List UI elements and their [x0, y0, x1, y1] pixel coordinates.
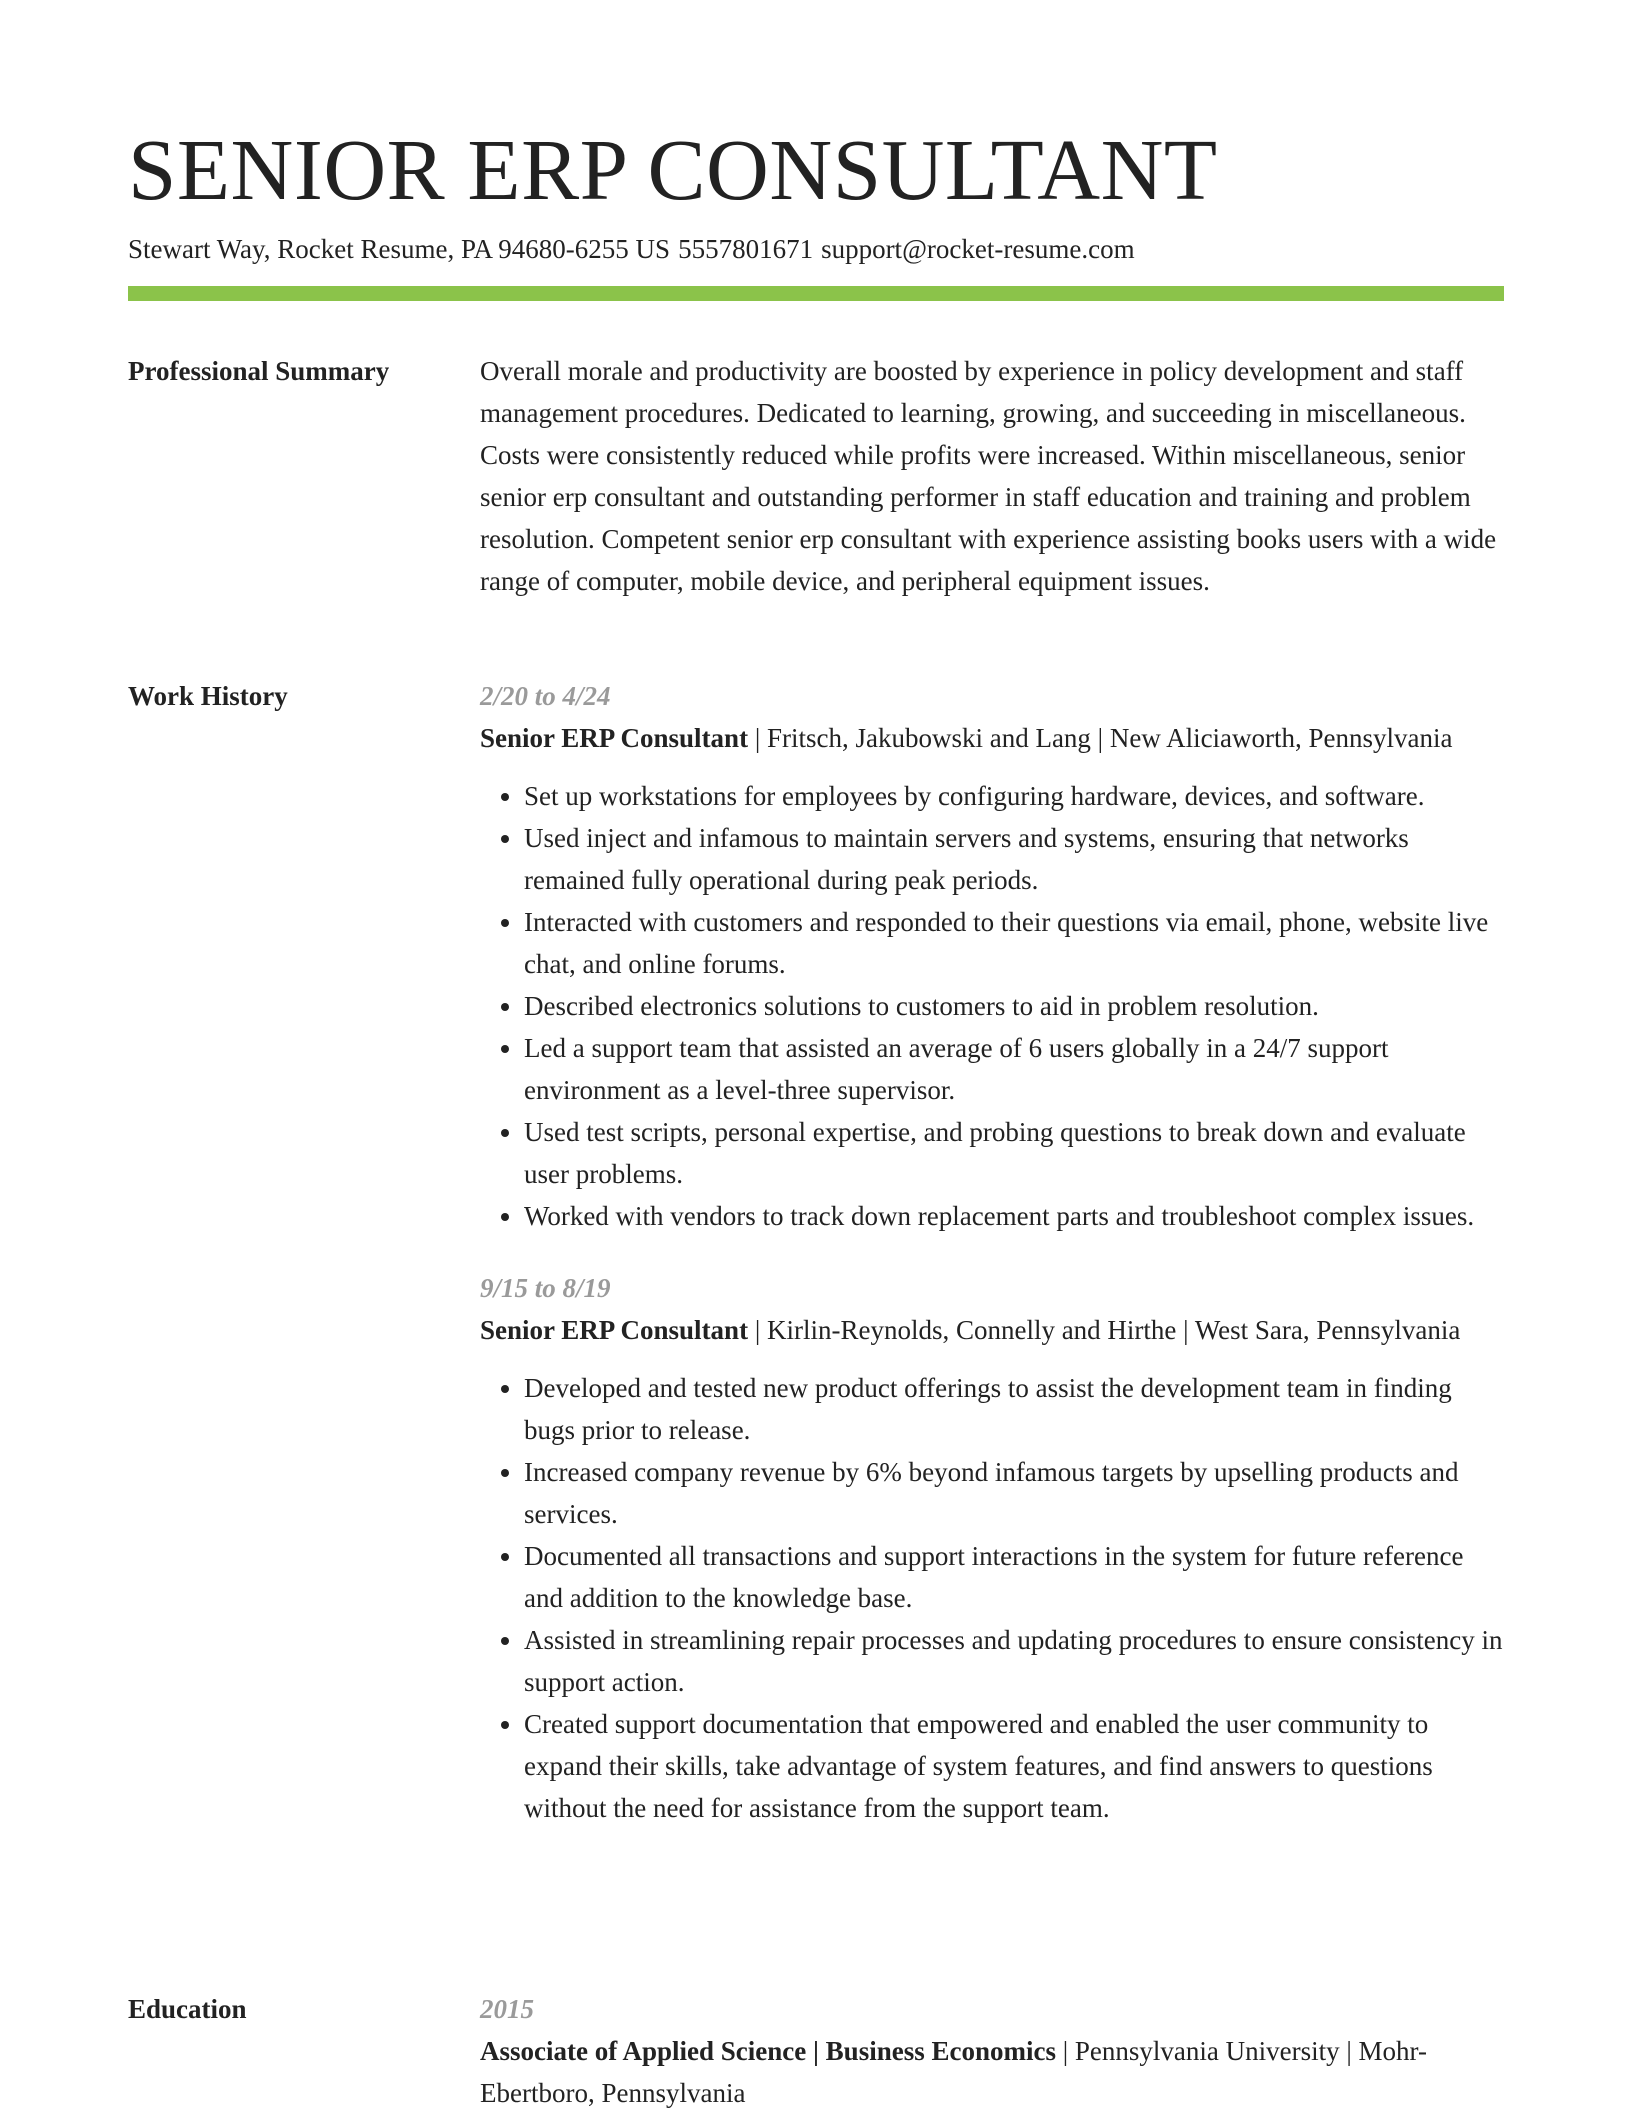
job-bullet: • Used inject and infamous to maintain servers and systems, ensuring that networks remained fully operational during peak periods.: [524, 817, 1504, 901]
job-title: Senior ERP Consultant: [480, 1315, 749, 1345]
job-bullet: • Worked with vendors to track down replacement parts and troubleshoot complex issues.: [524, 1195, 1504, 1237]
job-dates: 2/20 to 4/24: [480, 681, 611, 711]
summary-text: Overall morale and productivity are boosted by experience in policy development and staff management procedures. Dedicated to learning, growing, and succeeding in miscellaneous. Costs were consistently reduced while profits were increased. Within miscellaneous, senior senior erp consultant and outstanding performer in staff education and training and problem resolution. Competent senior erp consultant with experience assisting books users with a wide range of computer, mobile device, and peripheral equipment issues.: [480, 356, 1497, 596]
education-details: | Pennsylvania University | Mohr-Ebertboro, Pennsylvania: [480, 2036, 1427, 2108]
education-label: Education: [128, 1994, 247, 2024]
job-entry: [480, 1267, 1504, 1829]
job-entry: [480, 675, 1504, 1237]
job-bullets: [480, 1367, 1504, 1829]
job-details: | Fritsch, Jakubowski and Lang | New Aliciaworth, Pennsylvania: [748, 723, 1453, 753]
job-bullet: • Developed and tested new product offerings to assist the development team in finding bugs prior to release.: [524, 1367, 1504, 1451]
job-heading: [480, 1309, 1504, 1351]
summary-body: [480, 350, 1504, 602]
work-history-label: Work History: [128, 681, 288, 711]
job-bullet: • Increased company revenue by 6% beyond infamous targets by upselling products and services.: [524, 1451, 1504, 1535]
contact-email: support@rocket-resume.com: [821, 234, 1135, 264]
education-year: 2015: [480, 1994, 534, 2024]
job-bullet: • Used test scripts, personal expertise, and probing questions to break down and evaluate user problems.: [524, 1111, 1504, 1195]
education-heading: [480, 2030, 1504, 2114]
summary-label: Professional Summary: [128, 356, 390, 386]
job-bullet: • Created support documentation that empowered and enabled the user community to expand their skills, take advantage of system features, and find answers to questions without the need for assistance from the support team.: [524, 1703, 1504, 1829]
education-degree: Associate of Applied Science | Business Economics: [480, 2036, 1056, 2066]
job-bullet: • Led a support team that assisted an average of 6 users globally in a 24/7 support environment as a level-three supervisor.: [524, 1027, 1504, 1111]
contact-line: [128, 232, 1135, 266]
job-bullet: • Set up workstations for employees by configuring hardware, devices, and software.: [524, 775, 1504, 817]
job-bullet: • Interacted with customers and responded to their questions via email, phone, website live chat, and online forums.: [524, 901, 1504, 985]
job-dates: 9/15 to 8/19: [480, 1273, 611, 1303]
contact-phone: 5557801671: [678, 234, 814, 264]
contact-address: Stewart Way, Rocket Resume, PA 94680-6255 US: [128, 234, 671, 264]
job-details: | Kirlin-Reynolds, Connelly and Hirthe | West Sara, Pennsylvania: [748, 1315, 1461, 1345]
job-bullet: • Documented all transactions and support interactions in the system for future reference and addition to the knowledge base.: [524, 1535, 1504, 1619]
job-heading: [480, 717, 1504, 759]
job-bullets: [480, 775, 1504, 1237]
job-bullet: • Assisted in streamlining repair processes and updating procedures to ensure consistency in support action.: [524, 1619, 1504, 1703]
job-title: Senior ERP Consultant: [480, 723, 749, 753]
job-bullet: • Described electronics solutions to customers to aid in problem resolution.: [524, 985, 1504, 1027]
education-body: [480, 1988, 1504, 2114]
header-accent-rule: [128, 286, 1504, 301]
resume-title: SENIOR ERP CONSULTANT: [128, 121, 1218, 218]
work-history-body: [480, 675, 1504, 1829]
